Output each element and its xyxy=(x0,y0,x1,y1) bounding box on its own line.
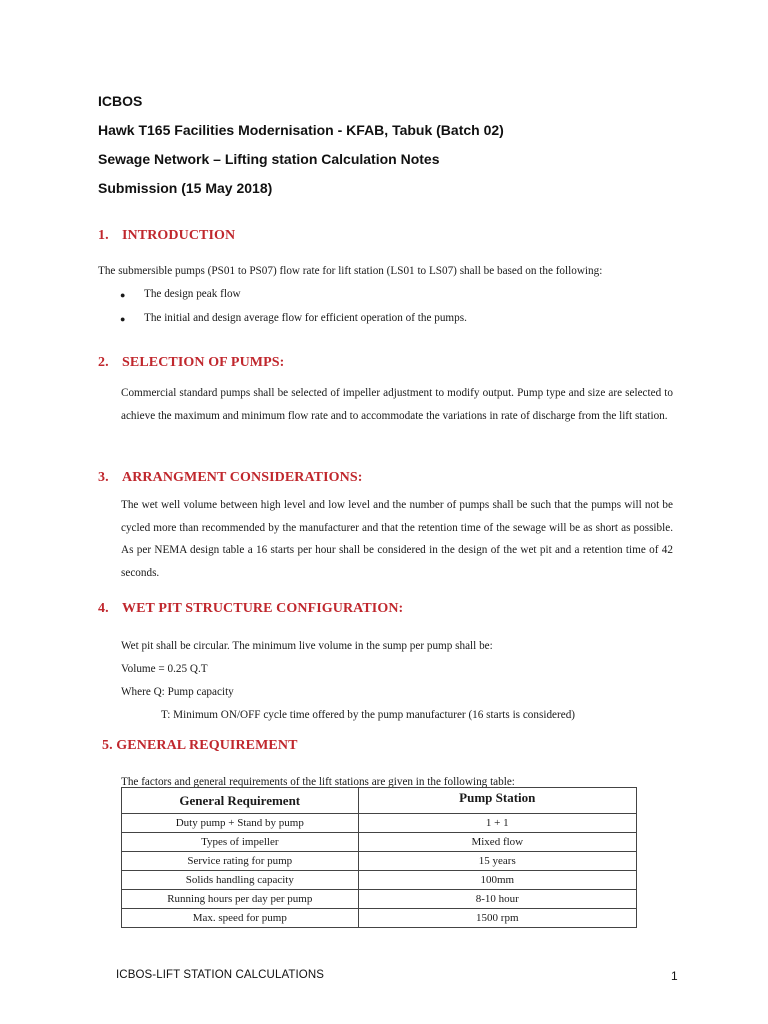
section-4-where-q: Where Q: Pump capacity xyxy=(121,686,234,699)
bullet-icon: ● xyxy=(120,314,126,324)
table-cell-requirement: Duty pump + Stand by pump xyxy=(122,814,359,833)
section-4-title: WET PIT STRUCTURE CONFIGURATION: xyxy=(122,601,404,616)
footer-title: ICBOS-LIFT STATION CALCULATIONS xyxy=(116,969,324,981)
submission-date: Submission (15 May 2018) xyxy=(98,180,273,196)
bullet-icon: ● xyxy=(120,290,126,300)
table-cell-value: Mixed flow xyxy=(358,833,636,852)
table-row xyxy=(122,814,637,833)
org-title: ICBOS xyxy=(98,93,143,109)
section-4-line-1: Wet pit shall be circular. The minimum live volume in the sump per pump shall be: xyxy=(121,640,493,653)
table-row xyxy=(122,909,637,928)
page-number: 1 xyxy=(671,969,678,983)
document-subject: Sewage Network – Lifting station Calculation Notes xyxy=(98,151,440,167)
table-cell-value: 8-10 hour xyxy=(358,890,636,909)
table-header-row xyxy=(122,788,637,814)
requirements-table xyxy=(121,787,637,928)
table-header-pump-station: Pump Station xyxy=(358,788,636,814)
table-row xyxy=(122,890,637,909)
section-1-title: INTRODUCTION xyxy=(122,228,236,243)
section-3-number: 3. xyxy=(98,470,109,485)
section-3-body: The wet well volume between high level and low level and the number of pumps shall be such that the pumps will not be cycled more than recommended by the manufacturer and that the retention time of the sewage will be as short as possible. As per NEMA design table a 16 starts per hour shall be considered in the design of the wet pit and a retention time of 42 seconds. xyxy=(121,499,673,579)
list-item-text: The design peak flow xyxy=(144,288,241,300)
list-item-text: The initial and design average flow for efficient operation of the pumps. xyxy=(144,312,467,324)
section-4-heading xyxy=(98,601,403,617)
table-row xyxy=(122,852,637,871)
table-cell-requirement: Types of impeller xyxy=(122,833,359,852)
list-item xyxy=(120,312,620,328)
section-1-heading xyxy=(98,228,235,244)
section-4-formula: Volume = 0.25 Q.T xyxy=(121,663,208,676)
table-cell-value: 1500 rpm xyxy=(358,909,636,928)
list-item xyxy=(120,288,620,304)
section-4-number: 4. xyxy=(98,601,109,616)
project-title: Hawk T165 Facilities Modernisation - KFAB, Tabuk (Batch 02) xyxy=(98,122,504,138)
section-2-title: SELECTION OF PUMPS: xyxy=(122,355,285,370)
table-cell-value: 1 + 1 xyxy=(358,814,636,833)
section-2-body: Commercial standard pumps shall be selected of impeller adjustment to modify output. Pump type and size are selected to achieve the maximum and minimum flow rate and to accommodate the variations in rate of discharge from the lift station. xyxy=(121,387,673,422)
section-2-heading xyxy=(98,355,284,371)
table-cell-requirement: Service rating for pump xyxy=(122,852,359,871)
section-1-number: 1. xyxy=(98,228,109,243)
table-cell-requirement: Solids handling capacity xyxy=(122,871,359,890)
table-cell-value: 15 years xyxy=(358,852,636,871)
section-4-where-t: T: Minimum ON/OFF cycle time offered by the pump manufacturer (16 starts is considered) xyxy=(161,709,576,722)
table-row xyxy=(122,833,637,852)
section-2-number: 2. xyxy=(98,355,109,370)
section-5-heading: 5. GENERAL REQUIREMENT xyxy=(102,738,298,753)
section-1-intro: The submersible pumps (PS01 to PS07) flow rate for lift station (LS01 to LS07) shall be based on the following: xyxy=(98,265,603,278)
section-5-intro: The factors and general requirements of the lift stations are given in the following table: xyxy=(121,776,515,789)
table-cell-value: 100mm xyxy=(358,871,636,890)
table-cell-requirement: Max. speed for pump xyxy=(122,909,359,928)
table-cell-requirement: Running hours per day per pump xyxy=(122,890,359,909)
section-3-heading xyxy=(98,470,363,486)
section-3-title: ARRANGMENT CONSIDERATIONS: xyxy=(122,470,363,485)
table-header-requirement: General Requirement xyxy=(122,788,359,814)
table-row xyxy=(122,871,637,890)
